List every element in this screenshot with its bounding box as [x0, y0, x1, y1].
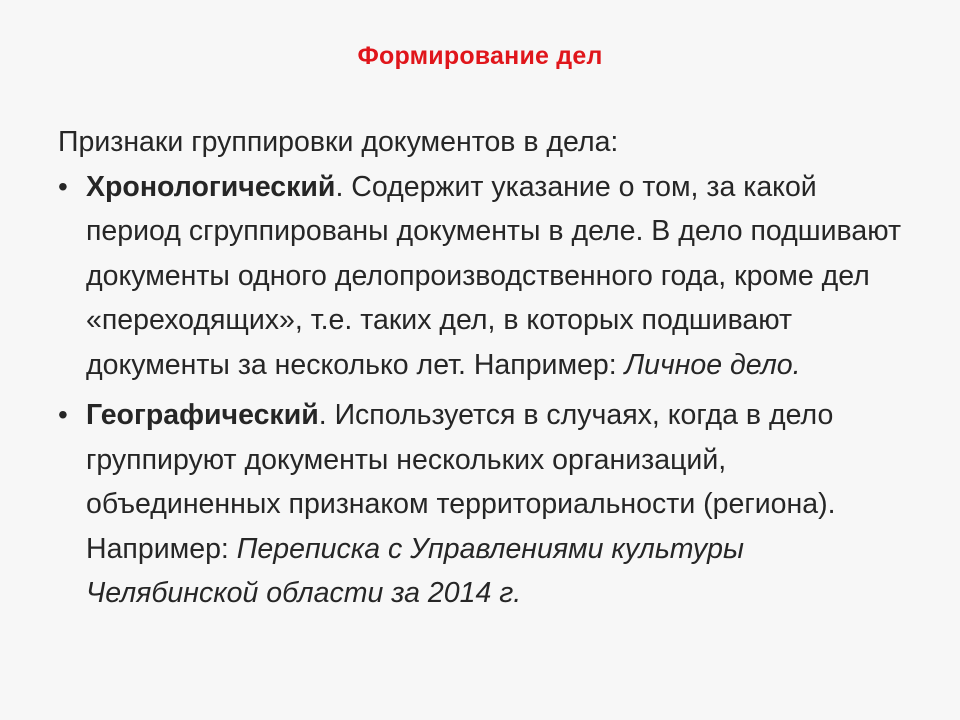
bullet-text: . Используется в случаях, когда в дело группируют документы нескольких организаций, объединенных признаком территориальности (региона). Например: [86, 399, 836, 565]
bullet-list [58, 165, 908, 616]
bullet-text: . Содержит указание о том, за какой период сгруппированы документы в деле. В дело подшивают документы одного делопроизводственного года, кроме дел «переходящих», т.е. таких дел, в которых подшивают документы за несколько лет. Например: [86, 170, 902, 381]
slide-title: Формирование дел [357, 42, 603, 70]
bullet-example: Переписка с Управлениями культуры Челябинской области за 2014 г. [86, 532, 744, 609]
bullet-item-geographical [58, 393, 908, 616]
bullet-term: Хронологический [86, 170, 336, 203]
bullet-icon: • [58, 399, 68, 430]
slide-content [58, 120, 908, 622]
bullet-item-chronological [58, 165, 908, 388]
intro-text: Признаки группировки документов в дела: [58, 126, 619, 158]
bullet-icon: • [58, 170, 68, 202]
bullet-example: Личное дело. [624, 348, 801, 381]
bullet-term: Географический [86, 399, 319, 431]
